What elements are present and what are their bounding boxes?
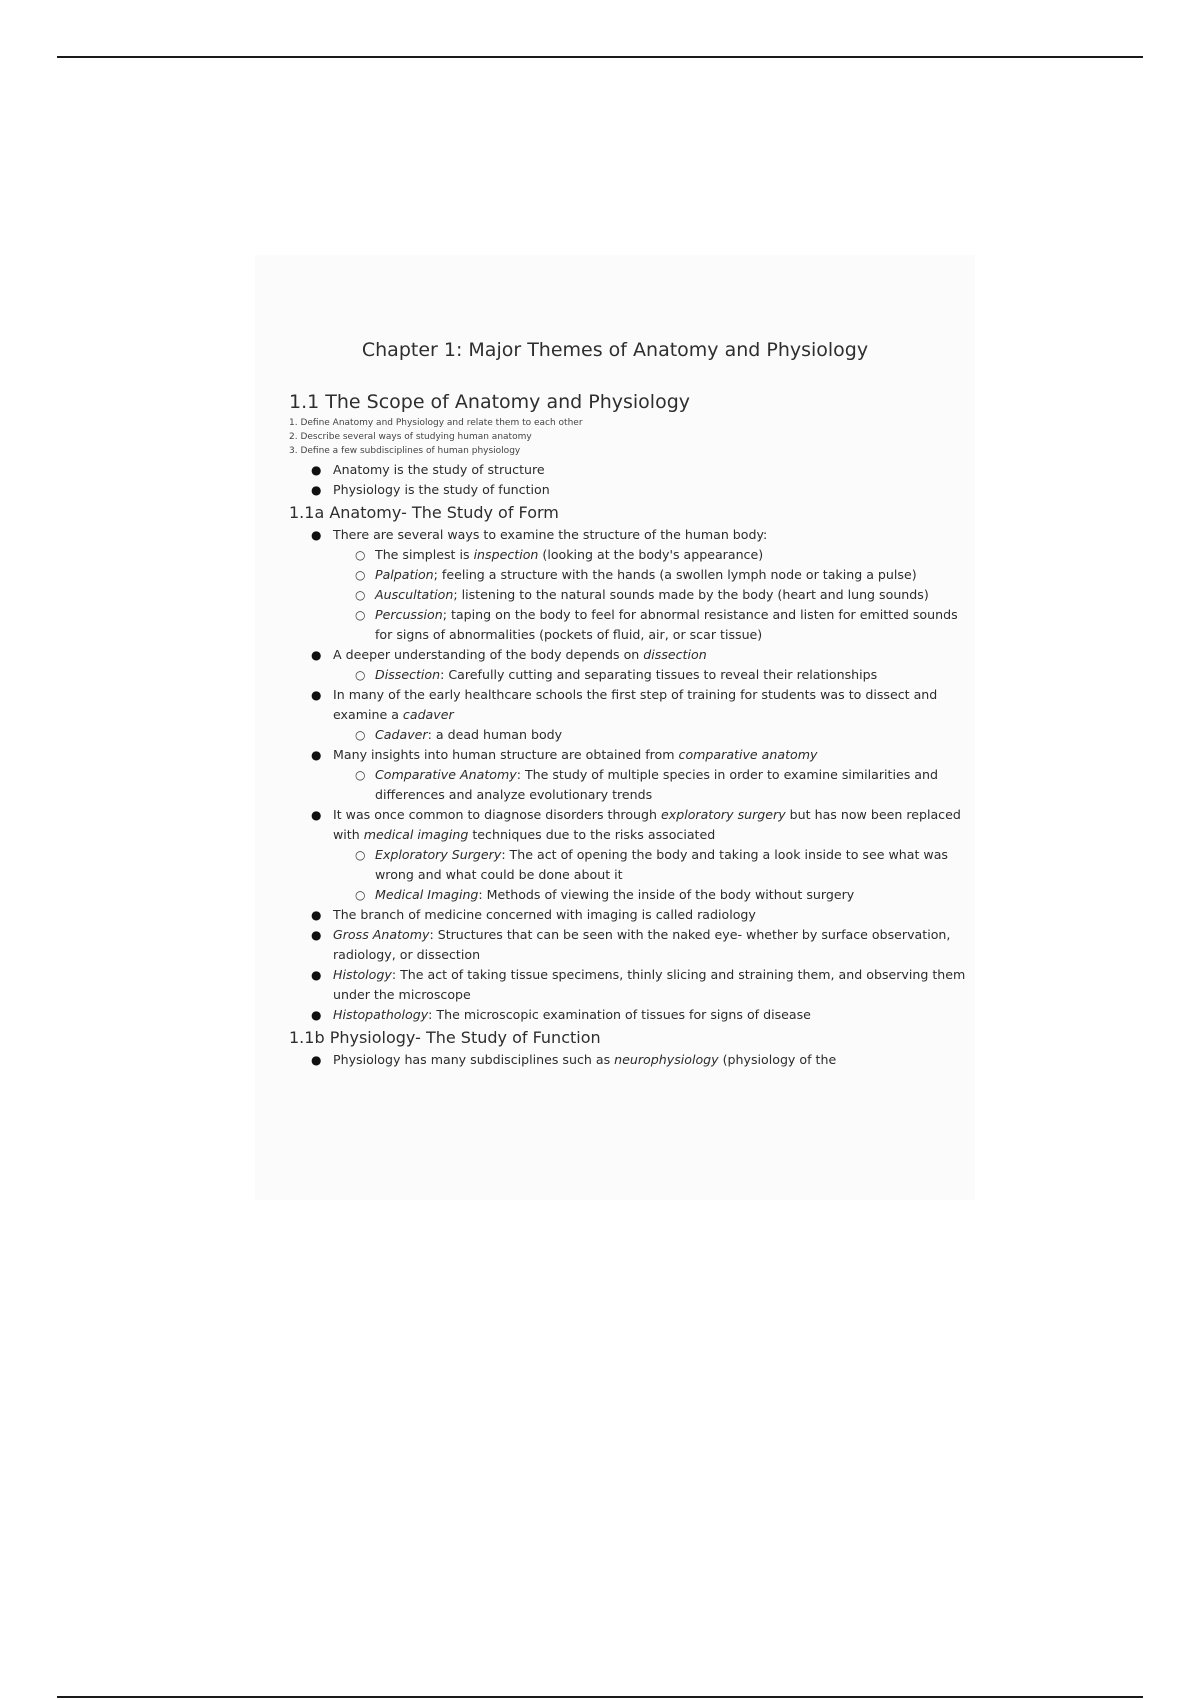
sub-bullet-item [333,545,969,565]
learning-objectives [289,416,969,458]
bullet-item [289,1005,969,1025]
text: (looking at the body's appearance) [538,547,764,562]
term: Gross Anatomy [333,927,430,942]
bullet-item [289,685,969,745]
text: (physiology of the [718,1052,837,1067]
sub-bullet-list [333,665,969,685]
term: cadaver [402,707,454,722]
document-content [289,390,969,1072]
bullet-item [289,745,969,805]
bullet-list [289,460,969,500]
top-rule [57,56,1143,58]
text: In many of the early healthcare schools the first step of training for students was to dissect and examine a [333,687,938,722]
bullet-item [289,1050,969,1070]
bullet-item [289,925,969,965]
sub-bullet-list [333,725,969,745]
sub-bullet-list [333,545,969,645]
term: Histopathology [333,1007,429,1022]
sub-bullet-item [333,605,969,645]
document-page [255,255,975,1200]
text: : The study of multiple species in order to examine similarities and differences and analyze evolutionary trends [375,767,938,802]
bullet-item [289,525,969,645]
term: Percussion [375,607,443,622]
text: : Carefully cutting and separating tissues to reveal their relationships [440,667,878,682]
objective-item: 3. Define a few subdisciplines of human physiology [289,446,521,456]
text: : Methods of viewing the inside of the body without surgery [478,887,855,902]
bullet-item: ● The branch of medicine concerned with imaging is called radiology [289,905,969,925]
text: Many insights into human structure are obtained from [333,747,679,762]
bullet-text: There are several ways to examine the structure of the human body: [333,527,768,542]
text: : The act of taking tissue specimens, thinly slicing and straining them, and observing them under the microscope [333,967,966,1002]
bullet-item: ● Anatomy is the study of structure [289,460,969,480]
text: ; taping on the body to feel for abnormal resistance and listen for emitted sounds for signs of abnormalities (pockets of fluid, air, or scar tissue) [375,607,958,642]
term: Dissection [375,667,441,682]
sub-bullet-item [333,725,969,745]
sub-bullet-item [333,845,969,885]
text: ; listening to the natural sounds made by the body (heart and lung sounds) [453,587,929,602]
term: medical imaging [363,827,469,842]
sub-bullet-item [333,765,969,805]
objective-item: 1. Define Anatomy and Physiology and relate them to each other [289,418,583,428]
term: inspection [473,547,539,562]
text: It was once common to diagnose disorders through [333,807,661,822]
term: Histology [333,967,392,982]
section-heading-1-1b: 1.1b Physiology- The Study of Function [289,1028,601,1047]
sub-bullet-list [333,845,969,905]
sub-bullet-item [333,885,969,905]
text: A deeper understanding of the body depends on [333,647,644,662]
sub-bullet-item [333,565,969,585]
term: comparative anatomy [678,747,818,762]
section-heading-1-1a: 1.1a Anatomy- The Study of Form [289,503,559,522]
term: Comparative Anatomy [375,767,517,782]
bottom-rule [57,1696,1143,1698]
text: ; feeling a structure with the hands (a swollen lymph node or taking a pulse) [433,567,917,582]
bullet-list [289,1050,969,1070]
text: Physiology has many subdisciplines such as [333,1052,615,1067]
sub-bullet-item [333,665,969,685]
bullet-item [289,805,969,905]
text: techniques due to the risks associated [468,827,716,842]
text: : a dead human body [427,727,563,742]
term: Cadaver [375,727,428,742]
term: Auscultation [375,587,454,602]
term: Palpation [375,567,434,582]
text: : Structures that can be seen with the naked eye- whether by surface observation, radiology, or dissection [333,927,951,962]
sub-bullet-item [333,585,969,605]
section-heading-1-1: 1.1 The Scope of Anatomy and Physiology [289,391,690,413]
objective-item: 2. Describe several ways of studying human anatomy [289,432,532,442]
chapter-title: Chapter 1: Major Themes of Anatomy and Physiology [361,339,869,361]
text: The simplest is [375,547,474,562]
term: Exploratory Surgery [375,847,502,862]
term: Medical Imaging [375,887,479,902]
text: : The act of opening the body and taking a look inside to see what was wrong and what could be done about it [375,847,948,882]
bullet-item: ● Physiology is the study of function [289,480,969,500]
bullet-list [289,525,969,1025]
bullet-item [289,645,969,685]
bullet-item [289,965,969,1005]
sub-bullet-list [333,765,969,805]
text: but has now been replaced with [333,807,961,842]
term: exploratory surgery [661,807,786,822]
term: neurophysiology [614,1052,719,1067]
term: dissection [643,647,707,662]
text: : The microscopic examination of tissues for signs of disease [428,1007,811,1022]
